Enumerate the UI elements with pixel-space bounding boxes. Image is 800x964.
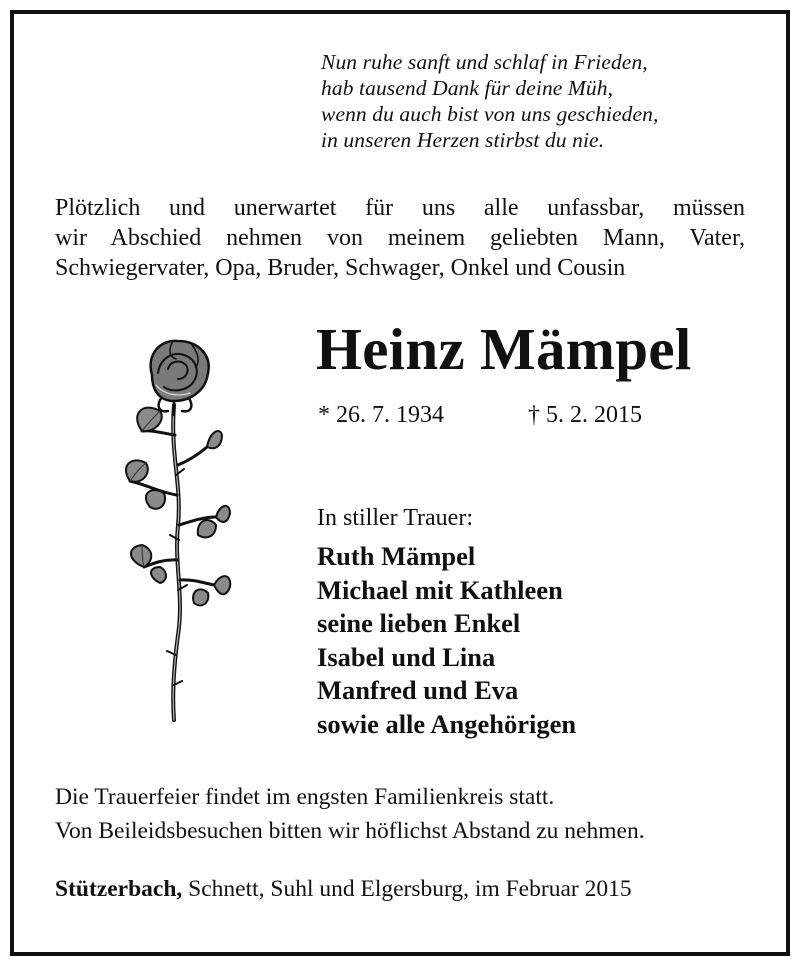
mourning-label: In stiller Trauer: [317, 505, 473, 531]
intro-line: Schwiegervater, Opa, Bruder, Schwager, Onkel und Cousin [55, 255, 626, 281]
mourner-name: seine lieben Enkel [317, 608, 521, 638]
death-date: † 5. 2. 2015 [528, 402, 642, 428]
mourner-name: Manfred und Eva [317, 675, 519, 705]
mourner-name: Isabel und Lina [317, 641, 496, 672]
closing-rest: Schnett, Suhl und Elgersburg, im Februar 2015 [182, 876, 632, 902]
closing-place: Stützerbach, [55, 876, 183, 902]
birth-date: * 26. 7. 1934 [318, 402, 444, 428]
mourner-name: sowie alle Angehörigen [317, 708, 577, 739]
mourners-list [317, 540, 576, 741]
intro-line: wir Abschied nehmen von meinem geliebten Mann, Vater, [55, 225, 745, 251]
closing-line [55, 874, 632, 904]
deceased-name: Heinz Mämpel [316, 316, 692, 382]
notice-line: Von Beileidsbesuchen bitten wir höflichst Abstand zu nehmen. [55, 818, 645, 844]
poem [321, 49, 659, 153]
intro-line: Plötzlich und unerwartet für uns alle unfassbar, müssen [55, 195, 745, 221]
rose-icon [112, 335, 232, 730]
intro-text [55, 193, 745, 283]
poem-line: hab tausend Dank für deine Müh, [321, 76, 614, 100]
poem-line: wenn du auch bist von uns geschieden, [321, 102, 659, 126]
life-dates [318, 400, 642, 430]
poem-line: in unseren Herzen stirbst du nie. [321, 128, 605, 152]
funeral-notice [55, 780, 645, 848]
poem-line: Nun ruhe sanft und schlaf in Frieden, [321, 50, 648, 74]
mourner-name: Michael mit Kathleen [317, 574, 563, 605]
mourner-name: Ruth Mämpel [317, 541, 476, 571]
notice-line: Die Trauerfeier findet im engsten Familienkreis statt. [55, 784, 555, 810]
